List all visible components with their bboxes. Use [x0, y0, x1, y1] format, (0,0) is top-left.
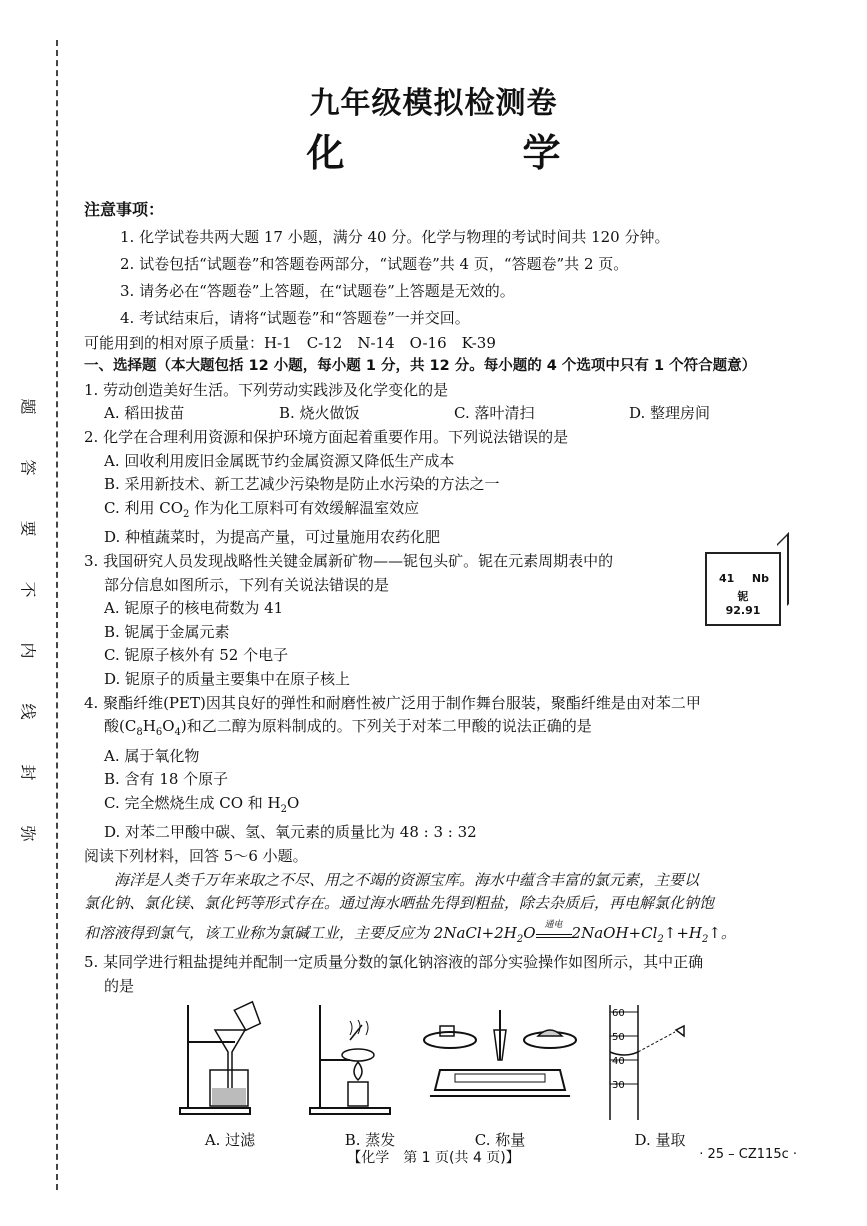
figure-caption: B. 蒸发: [344, 1131, 396, 1149]
element-symbol: Nb: [751, 572, 769, 585]
option[interactable]: C. 完全燃烧生成 CO 和 $H_2O$: [104, 793, 300, 815]
option[interactable]: C. 铌原子核外有 52 个电子: [104, 646, 289, 665]
margin-char: 弥: [18, 825, 38, 842]
balance-icon: [420, 1000, 580, 1120]
option[interactable]: B. 铌属于金属元素: [104, 622, 230, 641]
margin-char: 题: [18, 398, 38, 415]
option[interactable]: C. 落叶清扫: [454, 404, 535, 423]
q1-stem: 1. 劳动创造美好生活。下列劳动实践涉及化学变化的是: [84, 380, 449, 399]
section-heading: 一、选择题（本大题包括 12 小题，每小题 1 分，共 12 分。每小题的 4 个选项中只有 1 个符合题意）: [84, 358, 757, 375]
reading-equation-line: 和溶液得到氯气，该工业称为氯碱工业，主要反应为 $2NaCl+2H_2O$ 通电 $2NaOH+Cl_2↑+H_2↑$。: [84, 919, 736, 945]
q5-figures: [160, 1000, 720, 1150]
note-item: 1. 化学试卷共两大题 17 小题，满分 40 分。化学与物理的考试时间共 120 分钟。: [120, 227, 670, 246]
margin-char: 内: [18, 642, 38, 659]
subject-title: 化 学: [306, 131, 631, 175]
note-item: 2. 试卷包括“试题卷”和答题卷两部分，“试题卷”共 4 页，“答题卷”共 2 页。: [120, 254, 629, 273]
element-name: 铌: [737, 590, 749, 603]
option[interactable]: D. 整理房间: [629, 404, 711, 423]
option[interactable]: B. 含有 18 个原子: [104, 770, 229, 789]
option[interactable]: A. 回收利用废旧金属既节约金属资源又降低生产成本: [104, 451, 455, 470]
evaporation-icon: [300, 1000, 440, 1120]
option[interactable]: C. 利用 $CO_2$ 作为化工原料可有效缓解温室效应: [104, 498, 420, 520]
filtration-icon: [160, 1000, 300, 1120]
atomic-masses: 可能用到的相对原子质量：H-1 C-12 N-14 O-16 K-39: [84, 333, 496, 352]
option[interactable]: D. 铌原子的质量主要集中在原子核上: [104, 669, 351, 688]
option[interactable]: A. 属于氧化物: [104, 746, 200, 765]
exam-title: 九年级模拟检测卷: [309, 86, 558, 121]
reading-paragraph: 海洋是人类千万年来取之不尽、用之不竭的资源宝库。海水中蕴含丰富的氯元素，主要以: [114, 870, 700, 889]
tick-label: 60: [612, 1008, 625, 1019]
figure-caption: C. 称量: [474, 1131, 526, 1149]
option[interactable]: B. 采用新技术、新工艺减少污染物是防止水污染的方法之一: [104, 475, 500, 494]
atomic-number: 41: [719, 572, 735, 585]
binding-margin-text: [14, 395, 44, 845]
q3-stem: 3. 我国研究人员发现战略性关键金属新矿物——铌包头矿。铌在元素周期表中的: [84, 551, 614, 570]
q4-stem: 4. 聚酯纤维(PET)因其良好的弹性和耐磨性被广泛用于制作舞台服装，聚酯纤维是由对苯二甲: [84, 693, 701, 712]
binding-line: [56, 40, 58, 1190]
option[interactable]: D. 对苯二甲酸中碳、氢、氧元素的质量比为 48 : 3 : 32: [104, 823, 477, 842]
note-item: 4. 考试结束后，请将“试题卷”和“答题卷”一并交回。: [120, 308, 470, 327]
figure-measuring[interactable]: [590, 1000, 730, 1150]
figure-caption: A. 过滤: [204, 1131, 256, 1149]
option[interactable]: D. 种植蔬菜时，为提高产量，可过量施用农药化肥: [104, 528, 441, 547]
exam-content: [84, 198, 804, 999]
reading-intro: 阅读下列材料，回答 5～6 小题。: [84, 847, 308, 866]
figure-caption: D. 量取: [634, 1131, 686, 1149]
option[interactable]: B. 烧火做饭: [279, 404, 360, 423]
q4-stem-cont: 酸$(C_8H_6O_4)$和乙二醇为原料制成的。下列关于对苯二甲酸的说法正确的是: [104, 717, 592, 739]
paper-code: · 25 – CZ115c ·: [699, 1147, 797, 1162]
q5-stem: 5. 某同学进行粗盐提纯并配制一定质量分数的氯化钠溶液的部分实验操作如图所示，其中正确: [84, 953, 704, 972]
notes-heading: 注意事项：: [84, 200, 165, 219]
figure-weighing[interactable]: [420, 1000, 580, 1150]
note-item: 3. 请务必在“答题卷”上答题，在“试题卷”上答题是无效的。: [120, 281, 515, 300]
tick-label: 40: [612, 1056, 625, 1067]
margin-char: 封: [18, 764, 38, 781]
periodic-table-cell: [705, 552, 781, 626]
reaction-arrow: 通电: [536, 926, 572, 938]
graduated-cylinder-icon: [590, 1000, 730, 1120]
margin-char: 答: [18, 459, 38, 476]
atomic-mass: 92.91: [725, 604, 761, 617]
q2-stem: 2. 化学在合理利用资源和保护环境方面起着重要作用。下列说法错误的是: [84, 427, 569, 446]
margin-char: 不: [18, 581, 38, 598]
option[interactable]: A. 铌原子的核电荷数为 41: [104, 599, 284, 618]
option[interactable]: A. 稻田拔苗: [104, 404, 185, 423]
figure-filtration[interactable]: [160, 1000, 300, 1150]
q1-options: [84, 402, 804, 426]
margin-char: 线: [18, 703, 38, 720]
page-footer: 【化学 第 1 页(共 4 页)】: [347, 1150, 520, 1166]
margin-char: 要: [18, 520, 38, 537]
q5-stem-cont: 的是: [104, 977, 135, 996]
figure-evaporation[interactable]: [300, 1000, 440, 1150]
q3-stem-cont: 部分信息如图所示，下列有关说法错误的是: [104, 575, 390, 594]
reading-paragraph: 氯化钠、氯化镁、氯化钙等形式存在。通过海水晒盐先得到粗盐，除去杂质后，再电解氯化钠饱: [84, 894, 715, 913]
tick-label: 50: [612, 1032, 625, 1043]
tick-label: 30: [612, 1080, 625, 1091]
